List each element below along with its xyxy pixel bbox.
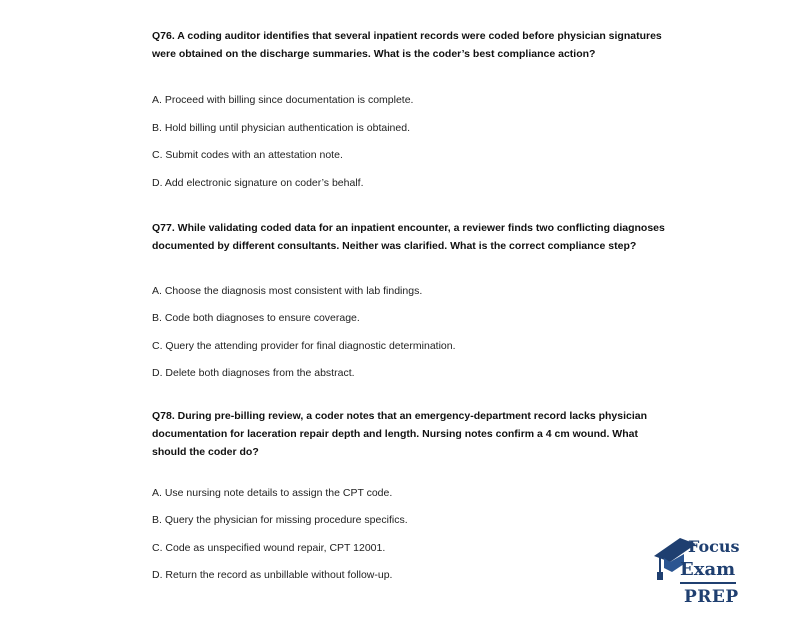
question-76-option-a: A. Proceed with billing since documentation is complete.: [152, 94, 414, 106]
logo-text-exam: Exam: [680, 559, 736, 580]
logo-divider: [680, 582, 736, 584]
question-77-option-c: C. Query the attending provider for final diagnostic determination.: [152, 340, 456, 352]
question-77-option-b: B. Code both diagnoses to ensure coverage.: [152, 312, 360, 324]
question-78-stem: Q78. During pre-billing review, a coder notes that an emergency-department record lacks physician documentation for laceration repair depth and length. Nursing notes confirm a 4 cm wound. What should the coder do?: [152, 410, 648, 458]
question-78-option-c: C. Code as unspecified wound repair, CPT 12001.: [152, 542, 386, 554]
question-77-stem: Q77. While validating coded data for an inpatient encounter, a reviewer finds two conflicting diagnoses documented by different consultants. Neither was clarified. What is the correct compliance step?: [152, 222, 665, 252]
question-76-stem: Q76. A coding auditor identifies that several inpatient records were coded before physician signatures were obtained on the discharge summaries. What is the coder’s best compliance action?: [152, 30, 662, 60]
question-77-option-a: A. Choose the diagnosis most consistent with lab findings.: [152, 285, 423, 297]
question-78-option-b: B. Query the physician for missing procedure specifics.: [152, 514, 408, 526]
question-76-option-b: B. Hold billing until physician authentication is obtained.: [152, 122, 410, 134]
focus-exam-prep-logo: [650, 534, 740, 614]
question-76-option-c: C. Submit codes with an attestation note.: [152, 149, 343, 161]
question-78-option-a: A. Use nursing note details to assign the CPT code.: [152, 487, 393, 499]
question-78-option-d: D. Return the record as unbillable without follow-up.: [152, 569, 393, 581]
logo-text-focus: Focus: [688, 537, 740, 556]
question-76-option-d: D. Add electronic signature on coder’s behalf.: [152, 177, 364, 189]
question-77-option-d: D. Delete both diagnoses from the abstract.: [152, 367, 355, 379]
logo-text-prep: PREP: [684, 587, 739, 607]
